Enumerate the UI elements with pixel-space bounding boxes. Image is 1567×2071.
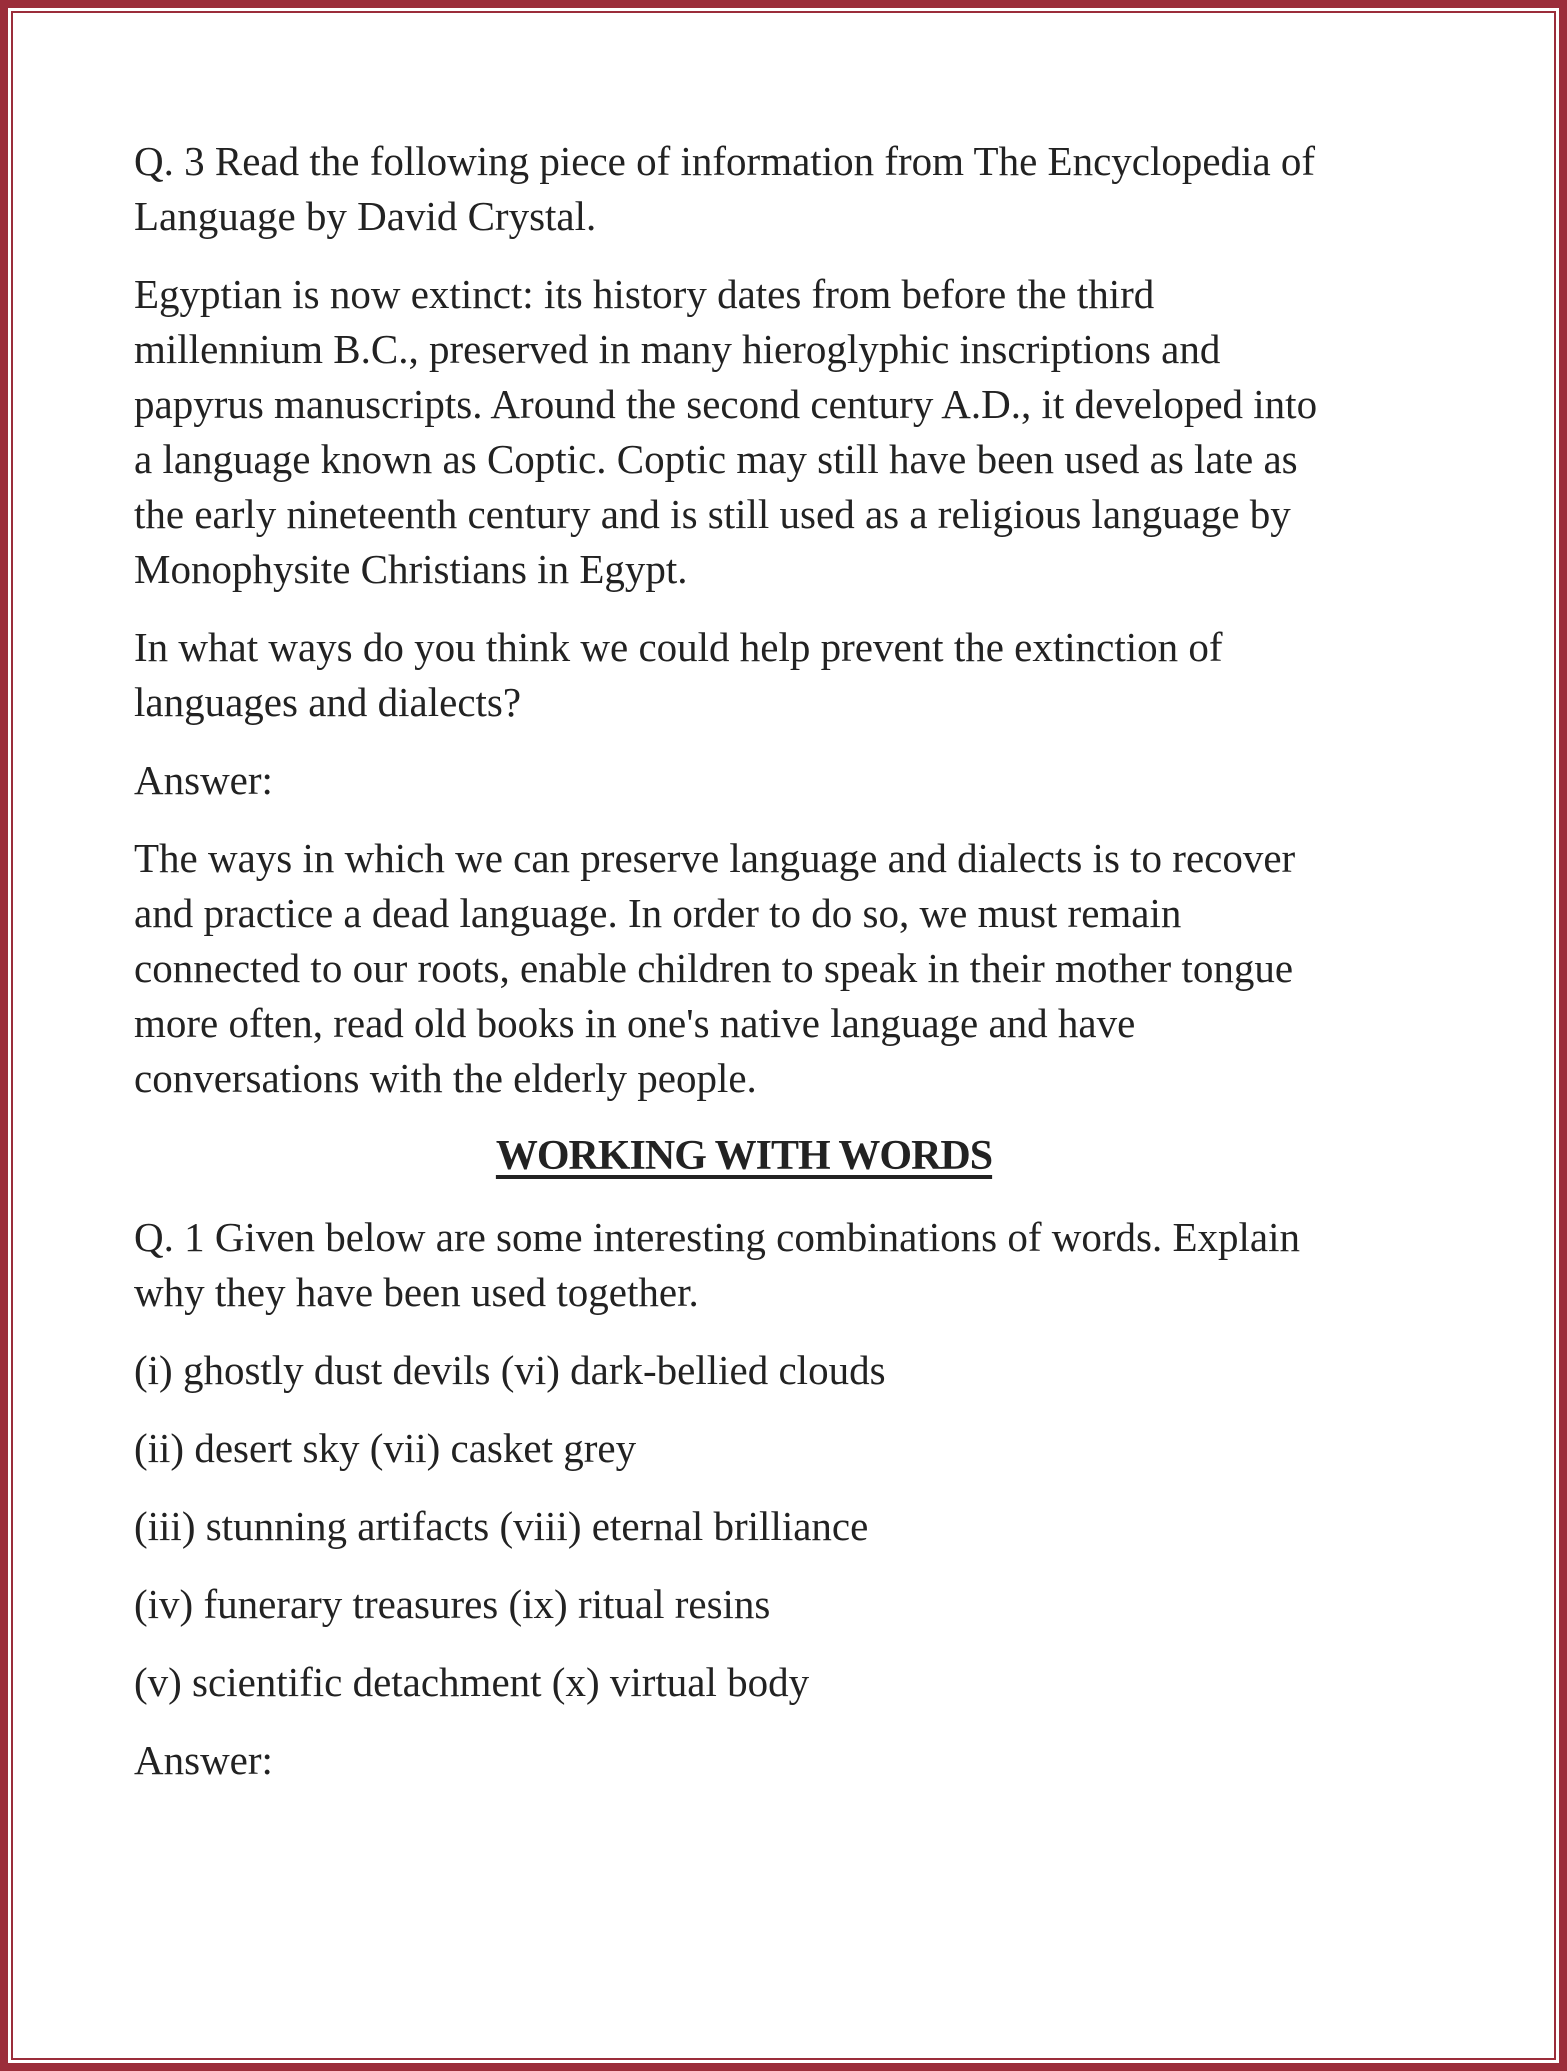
q3-prompt <box>134 134 1454 244</box>
q1-item: (v) scientific detachment (x) virtual body <box>134 1659 810 1705</box>
q1-answer-label: Answer: <box>134 1737 273 1783</box>
text-line: a language known as Coptic. Coptic may still have been used as late as <box>134 436 1298 482</box>
q3-question <box>134 620 1454 730</box>
text-line: Q. 3 Read the following piece of information from The Encyclopedia of <box>134 138 1316 184</box>
document-body <box>134 134 1454 1811</box>
text-line: Answer: <box>134 757 273 803</box>
text-line: In what ways do you think we could help prevent the extinction of <box>134 624 1223 670</box>
q1-item: (iii) stunning artifacts (viii) eternal brilliance <box>134 1503 869 1549</box>
text-line: languages and dialects? <box>134 679 522 725</box>
text-line: connected to our roots, enable children to speak in their mother tongue <box>134 945 1294 991</box>
text-line: Language by David Crystal. <box>134 193 597 239</box>
q1-item: (ii) desert sky (vii) casket grey <box>134 1425 637 1471</box>
q3-passage <box>134 267 1454 597</box>
text-line: why they have been used together. <box>134 1269 699 1315</box>
q1-item: (iv) funerary treasures (ix) ritual resins <box>134 1581 771 1627</box>
q1-item: (i) ghostly dust devils (vi) dark-bellied clouds <box>134 1347 886 1393</box>
q3-answer <box>134 831 1454 1106</box>
text-line: Egyptian is now extinct: its history dates from before the third <box>134 271 1155 317</box>
q1-prompt <box>134 1210 1454 1320</box>
text-line: papyrus manuscripts. Around the second century A.D., it developed into <box>134 381 1318 427</box>
text-line: and practice a dead language. In order to do so, we must remain <box>134 890 1182 936</box>
q3-answer-label <box>134 753 1454 808</box>
text-line: Q. 1 Given below are some interesting combinations of words. Explain <box>134 1214 1300 1260</box>
text-line: millennium B.C., preserved in many hieroglyphic inscriptions and <box>134 326 1221 372</box>
text-line: the early nineteenth century and is still used as a religious language by <box>134 491 1291 537</box>
text-line: more often, read old books in one's native language and have <box>134 1000 1136 1046</box>
text-line: Monophysite Christians in Egypt. <box>134 546 688 592</box>
text-line: conversations with the elderly people. <box>134 1055 757 1101</box>
text-line: The ways in which we can preserve language and dialects is to recover <box>134 835 1296 881</box>
section-heading: WORKING WITH WORDS <box>495 1133 993 1179</box>
